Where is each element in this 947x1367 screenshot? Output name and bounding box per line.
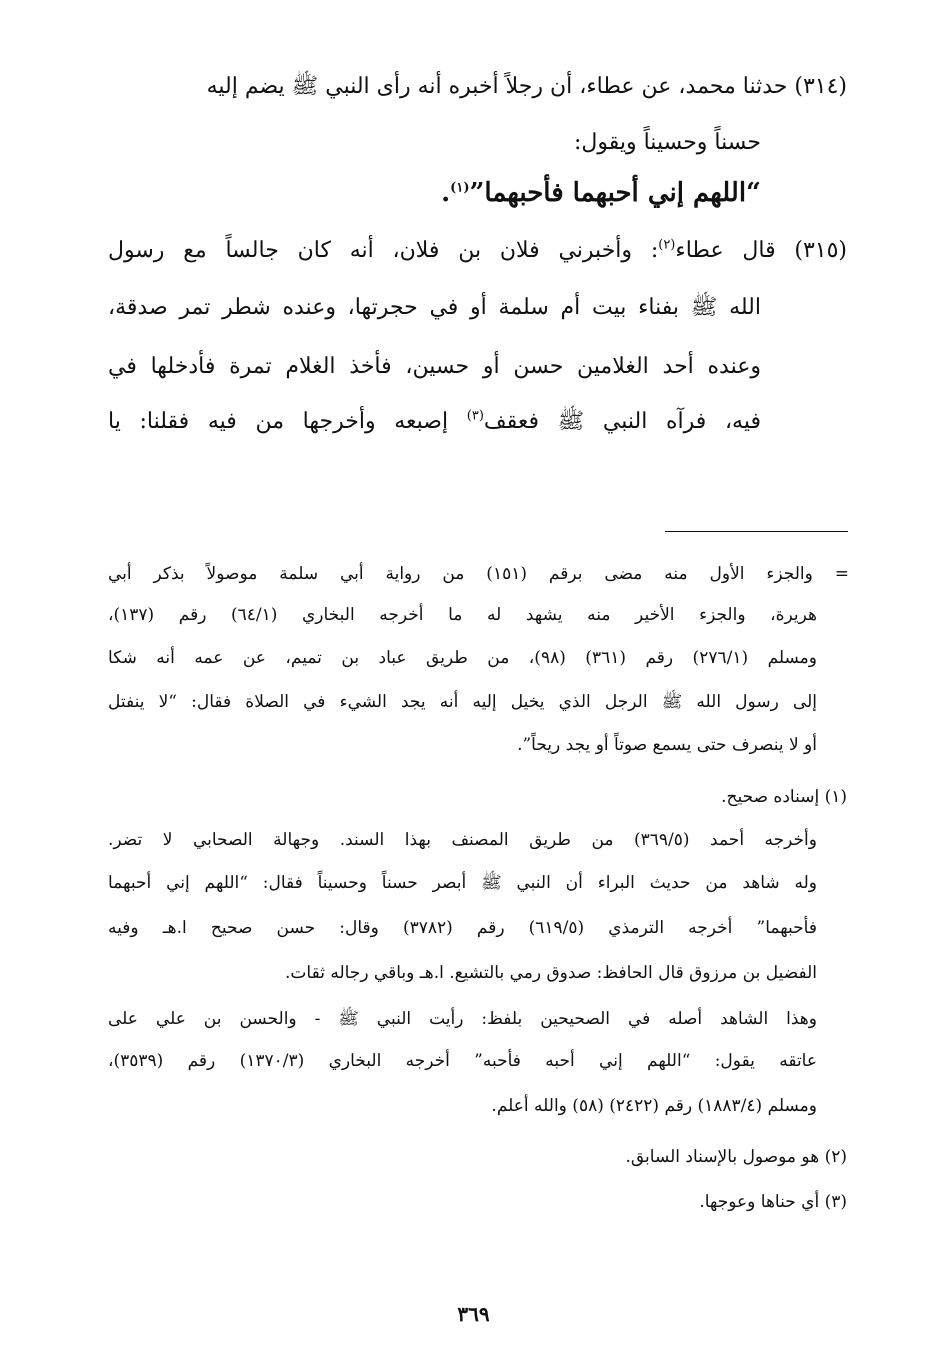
hadith-315-line-4	[108, 408, 761, 434]
hadith-315-line-4-a: فيه، فرآه النبي ﷺ فعقف	[483, 409, 761, 434]
footnote-2: (٢) هو موصول بالإسناد السابق.	[625, 1147, 847, 1167]
footnote-ref-1: (١)	[450, 180, 470, 196]
footnote-3: (٣) أي حناها وعوجها.	[699, 1192, 847, 1212]
hadith-315-line-3: وعنده أحد الغلامين حسن أو حسين، فأخذ الغلام تمرة فأدخلها في	[108, 354, 761, 379]
hadith-315-intro: (٣١٥) قال عطاء	[675, 238, 848, 263]
hadith-314-line-2: حسناً وحسيناً ويقول:	[573, 130, 761, 155]
footnote-1-line-2: وأخرجه أحمد (٣٦٩/٥) من طريق المصنف بهذا السند. وجهالة الصحابي لا تضر.	[108, 830, 817, 850]
footnote-1-line-5: الفضيل بن مرزوق قال الحافظ: صدوق رمي بالتشيع. ا.هـ وباقي رجاله ثقات.	[285, 963, 817, 983]
hadith-315-line-1-rest: : وأخبرني فلان بن فلان، أنه كان جالساً مع رسول	[108, 238, 659, 263]
footnote-1-line-4: فأحبهما” أخرجه الترمذي (٦١٩/٥) رقم (٣٧٨٢) وقال: حسن صحيح ا.هـ وفيه	[108, 918, 817, 938]
footnote-divider	[665, 531, 848, 532]
hadith-314-line-1: (٣١٤) حدثنا محمد، عن عطاء، أن رجلاً أخبره أنه رأى النبي ﷺ يضم إليه	[206, 74, 847, 99]
hadith-315-line-2: الله ﷺ بفناء بيت أم سلمة أو في حجرتها، وعنده شطر تمر صدقة،	[108, 295, 761, 320]
footnote-continuation-line-3: ومسلم (٢٧٦/١) رقم (٣٦١) (٩٨)، من طريق عباد بن تميم، عن عمه أنه شكا	[108, 648, 817, 668]
footnote-1-line-8: ومسلم (١٨٨٣/٤) رقم (٢٤٢٢) (٥٨) والله أعلم.	[491, 1096, 817, 1116]
footnote-1-heading: (١) إسناده صحيح.	[721, 787, 847, 807]
footnote-ref-3: (٣)	[466, 408, 484, 424]
footnote-continuation-line-5: أو لا ينصرف حتى يسمع صوتاً أو يجد ريحاً”.	[517, 735, 817, 755]
quote-end: .	[441, 178, 451, 208]
footnote-1-line-7: عاتقه يقول: “اللهم إني أحبه فأحبه” أخرجه البخاري (١٣٧٠/٣) رقم (٣٥٣٩)،	[108, 1051, 817, 1071]
hadith-314-quote	[441, 180, 761, 206]
footnote-ref-2: (٢)	[658, 237, 676, 253]
footnote-1-line-6: وهذا الشاهد أصله في الصحيحين بلفظ: رأيت النبي ﷺ - والحسن بن علي على	[108, 1009, 817, 1029]
footnote-continuation-line-4: إلى رسول الله ﷺ الرجل الذي يخيل إليه أنه يجد الشيء في الصلاة فقال: “لا ينفتل	[108, 692, 817, 712]
quote-text: “اللهم إني أحبهما فأحبهما”	[469, 178, 761, 208]
footnote-continuation-line-2: هريرة، والجزء الأخير منه يشهد له ما أخرجه البخاري (٦٤/١) رقم (١٣٧)،	[108, 605, 817, 625]
hadith-315-line-1	[108, 237, 848, 263]
page-number: ٣٦٩	[457, 1302, 490, 1326]
hadith-315-line-4-b: إصبعه وأخرجها من فيه فقلنا: يا	[108, 409, 467, 434]
footnote-continuation-line-1: = والجزء الأول منه مضى برقم (١٥١) من رواية أبي سلمة موصولاً بذكر أبي	[108, 564, 849, 584]
footnote-1-line-3: وله شاهد من حديث البراء أن النبي ﷺ أبصر حسناً وحسيناً فقال: “اللهم إني أحبهما	[108, 873, 817, 893]
